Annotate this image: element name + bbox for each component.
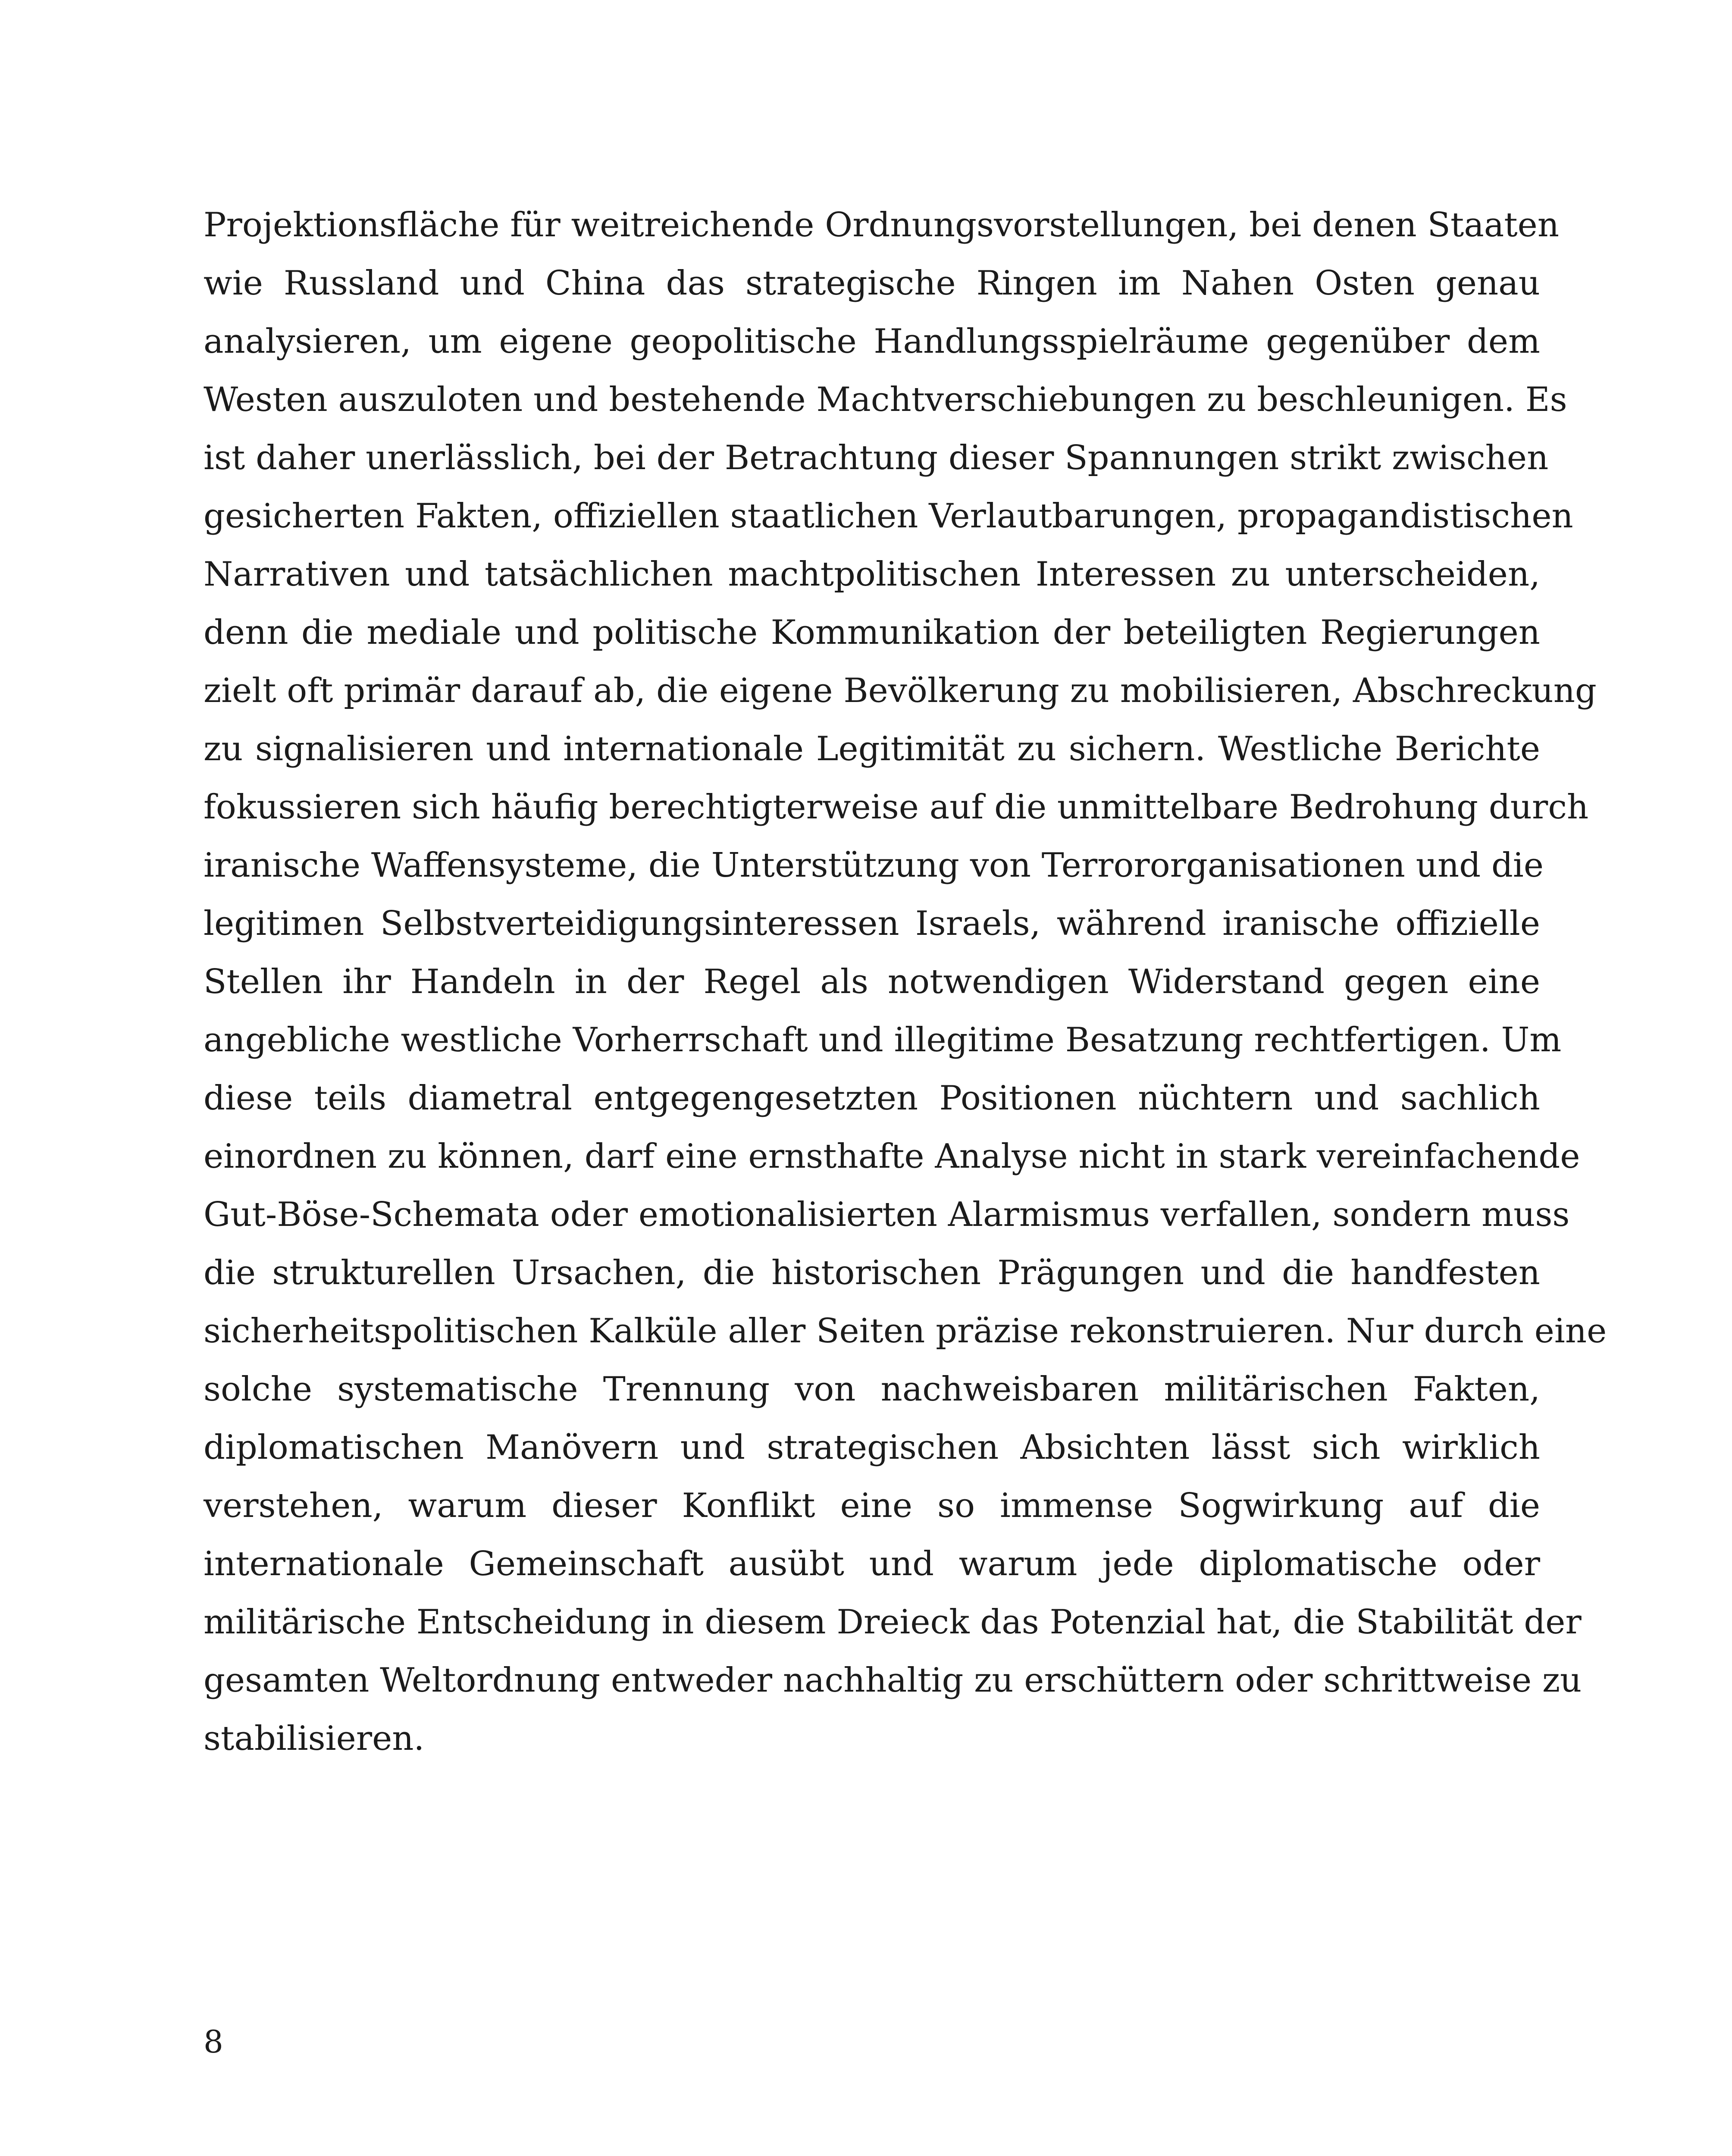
paragraph-line: zielt oft primär darauf ab, die eigene Bevölkerung zu mobilisieren, Abschreckung bbox=[204, 671, 1597, 710]
paragraph-line: Projektionsfläche für weitreichende Ordnungsvorstellungen, bei denen Staaten bbox=[204, 206, 1560, 244]
body-paragraph bbox=[204, 196, 1607, 1768]
paragraph-line: internationale Gemeinschaft ausübt und warum jede diplomatische oder bbox=[204, 1545, 1540, 1583]
paragraph-line: fokussieren sich häufig berechtigterweise auf die unmittelbare Bedrohung durch bbox=[204, 788, 1589, 827]
paragraph-line: verstehen, warum dieser Konflikt eine so immense Sogwirkung auf die bbox=[204, 1486, 1540, 1525]
paragraph-line: diplomatischen Manövern und strategischen Absichten lässt sich wirklich bbox=[204, 1428, 1540, 1467]
paragraph-line: analysieren, um eigene geopolitische Handlungsspielräume gegenüber dem bbox=[204, 322, 1540, 361]
paragraph-line: diese teils diametral entgegengesetzten Positionen nüchtern und sachlich bbox=[204, 1079, 1540, 1118]
page-number: 8 bbox=[204, 2024, 223, 2060]
paragraph-line: gesicherten Fakten, offiziellen staatlichen Verlautbarungen, propagandistischen bbox=[204, 497, 1573, 536]
paragraph-line: militärische Entscheidung in diesem Dreieck das Potenzial hat, die Stabilität der bbox=[204, 1603, 1582, 1642]
paragraph-line: angebliche westliche Vorherrschaft und illegitime Besatzung rechtfertigen. Um bbox=[204, 1021, 1562, 1059]
paragraph-line: sicherheitspolitischen Kalküle aller Seiten präzise rekonstruieren. Nur durch eine bbox=[204, 1312, 1607, 1351]
paragraph-line: ist daher unerlässlich, bei der Betrachtung dieser Spannungen strikt zwischen bbox=[204, 439, 1549, 477]
paragraph-line: solche systematische Trennung von nachweisbaren militärischen Fakten, bbox=[204, 1370, 1540, 1409]
paragraph-line: stabilisieren. bbox=[204, 1719, 425, 1758]
paragraph-line: Gut-Böse-Schemata oder emotionalisierten Alarmismus verfallen, sondern muss bbox=[204, 1195, 1570, 1234]
paragraph-line: Westen auszuloten und bestehende Machtverschiebungen zu beschleunigen. Es bbox=[204, 380, 1567, 419]
paragraph-line: Stellen ihr Handeln in der Regel als notwendigen Widerstand gegen eine bbox=[204, 962, 1540, 1001]
paragraph-line: die strukturellen Ursachen, die historischen Prägungen und die handfesten bbox=[204, 1253, 1540, 1292]
paragraph-line: Narrativen und tatsächlichen machtpolitischen Interessen zu unterscheiden, bbox=[204, 555, 1540, 594]
paragraph-line: wie Russland und China das strategische Ringen im Nahen Osten genau bbox=[204, 264, 1540, 303]
paragraph-line: einordnen zu können, darf eine ernsthafte Analyse nicht in stark vereinfachende bbox=[204, 1137, 1580, 1176]
paragraph-line: denn die mediale und politische Kommunikation der beteiligten Regierungen bbox=[204, 613, 1540, 652]
paragraph-line: legitimen Selbstverteidigungsinteressen Israels, während iranische offizielle bbox=[204, 904, 1540, 943]
paragraph-line: zu signalisieren und internationale Legitimität zu sichern. Westliche Berichte bbox=[204, 730, 1540, 768]
paragraph-line: iranische Waffensysteme, die Unterstützung von Terrororganisationen und die bbox=[204, 846, 1544, 885]
paragraph-line: gesamten Weltordnung entweder nachhaltig zu erschüttern oder schrittweise zu bbox=[204, 1661, 1582, 1700]
